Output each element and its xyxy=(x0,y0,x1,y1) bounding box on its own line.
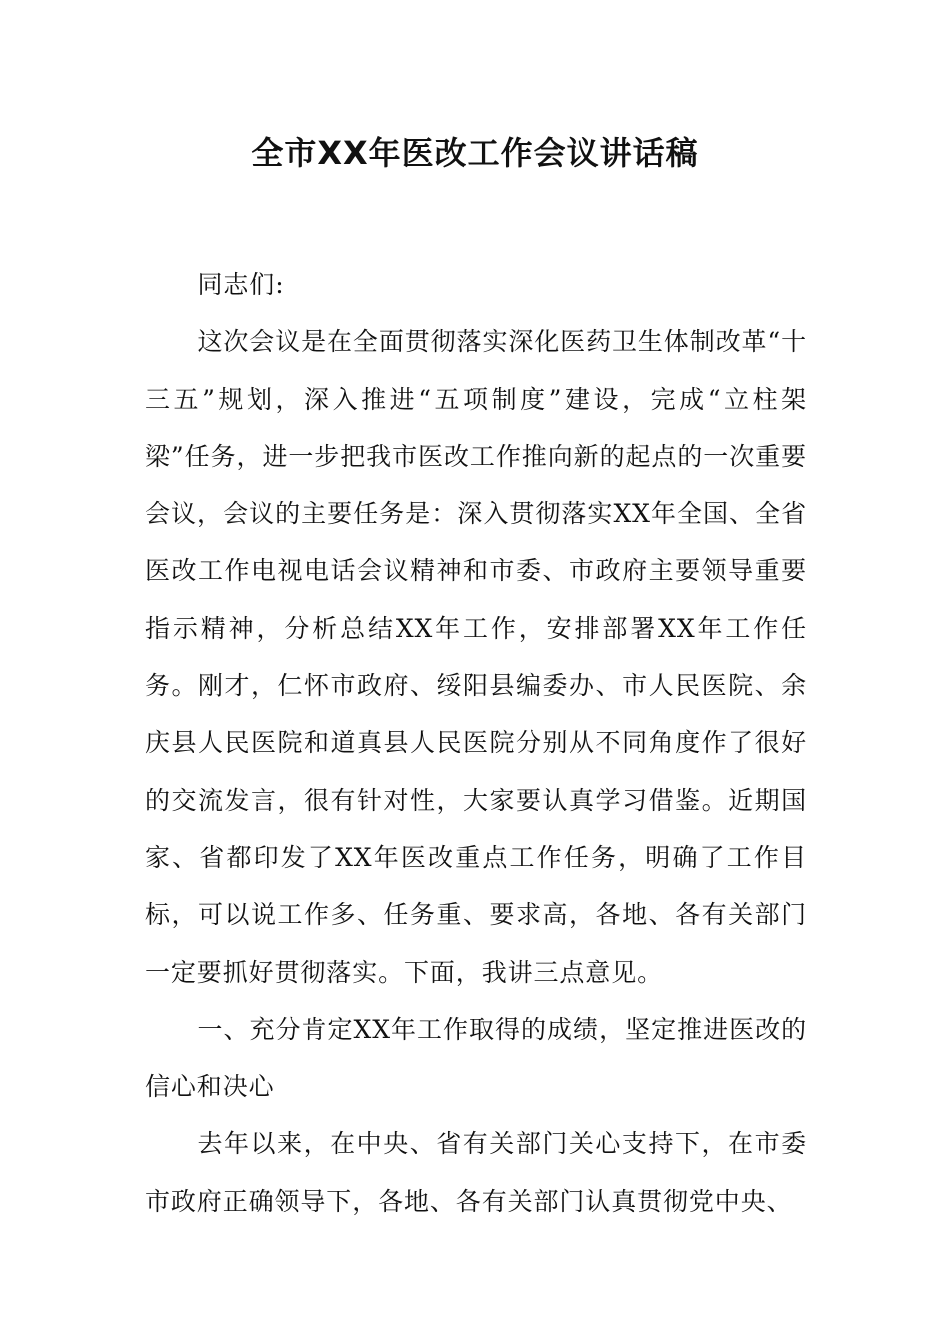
section-heading-1: 一、充分肯定XX年工作取得的成绩，坚定推进医改的信心和决心 xyxy=(145,1014,807,1102)
salutation: 同志们: xyxy=(197,270,285,299)
document-body xyxy=(145,256,807,1230)
paragraph-section-1: 去年以来，在中央、省有关部门关心支持下，在市委市政府正确领导下，各地、各有关部门认真贯彻党中央、 xyxy=(145,1129,807,1216)
document-title: 全市XX年医改工作会议讲话稿 xyxy=(251,134,699,172)
paragraph-intro: 这次会议是在全面贯彻落实深化医药卫生体制改革“十三五”规划，深入推进“五项制度”建设，完成“立柱架梁”任务，进一步把我市医改工作推向新的起点的一次重要会议，会议的主要任务是：深入贯彻落实XX年全国、全省医改工作电视电话会议精神和市委、市政府主要领导重要指示精神，分析总结XX年工作，安排部署XX年工作任务。刚才，仁怀市政府、绥阳县编委办、市人民医院、余庆县人民医院和道真县人民医院分别从不同角度作了很好的交流发言，很有针对性，大家要认真学习借鉴。近期国家、省都印发了XX年医改重点工作任务，明确了工作目标，可以说工作多、任务重、要求高，各地、各有关部门一定要抓好贯彻落实。下面，我讲三点意见。 xyxy=(145,327,807,987)
